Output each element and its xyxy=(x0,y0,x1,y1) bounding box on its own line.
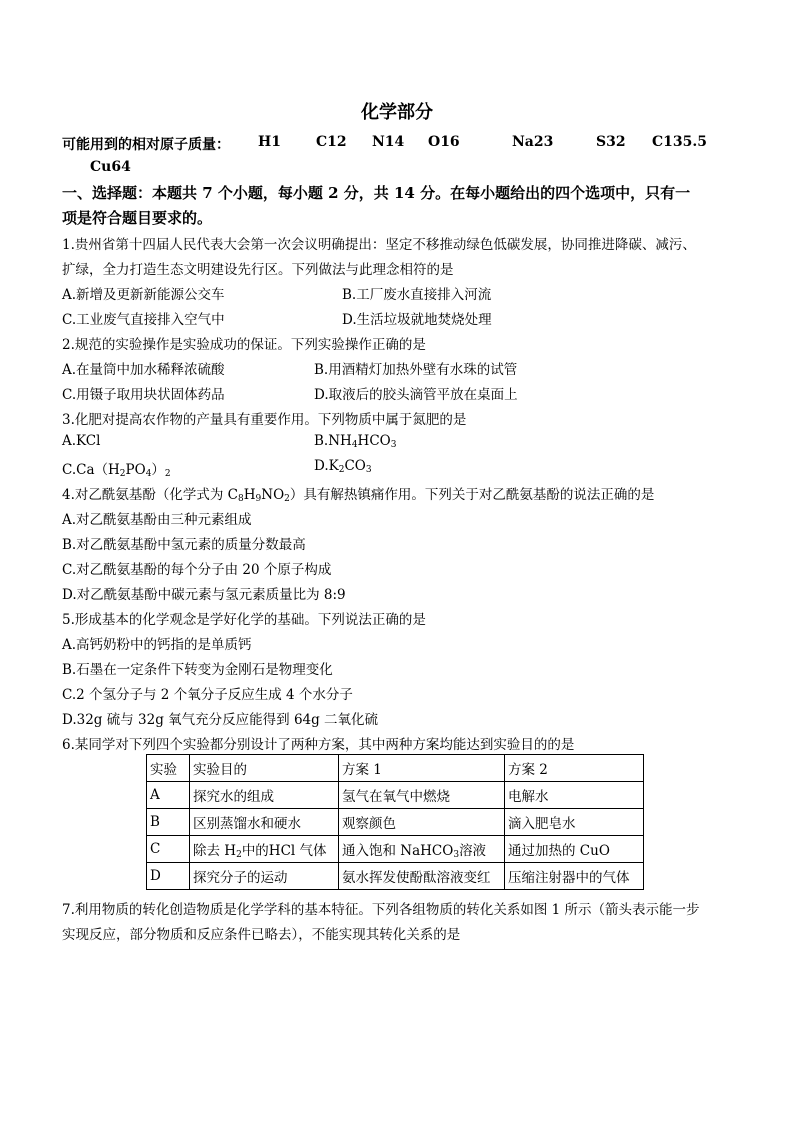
atomic-mass-label: 可能用到的相对原子质量： xyxy=(62,137,230,153)
q4-option-d: D.对乙酰氨基酚中碳元素与氢元素质量比为 8:9 xyxy=(62,587,346,603)
table-header-cell: 方案 2 xyxy=(505,755,644,782)
q7-stem-line1: 7.利用物质的转化创造物质是化学学科的基本特征。下列各组物质的转化关系如图 1 所示（箭头表示能一步 xyxy=(62,902,700,918)
table-cell: 压缩注射器中的气体 xyxy=(505,863,644,890)
q2-option-c: C.用镊子取用块状固体药品 xyxy=(62,387,225,403)
q4-option-c: C.对乙酰氨基酚的每个分子由 20 个原子构成 xyxy=(62,562,332,578)
table-cell: 电解水 xyxy=(505,782,644,809)
table-cell: 氢气在氧气中燃烧 xyxy=(339,782,505,809)
atomic-mass-s: S32 xyxy=(596,134,626,150)
table-row xyxy=(147,782,644,809)
table-cell: 探究水的组成 xyxy=(190,782,339,809)
q1-option-c: C.工业废气直接排入空气中 xyxy=(62,312,225,328)
q2-stem: 2.规范的实验操作是实验成功的保证。下列实验操作正确的是 xyxy=(62,337,426,353)
section-heading-line1: 一、选择题：本题共 7 个小题，每小题 2 分，共 14 分。在每小题给出的四个选项中，只有一 xyxy=(62,184,691,202)
q1-stem-line2: 扩绿，全力打造生态文明建设先行区。下列做法与此理念相符的是 xyxy=(62,262,454,278)
table-row xyxy=(147,863,644,890)
q1-option-a: A.新增及更新新能源公交车 xyxy=(62,287,225,303)
atomic-mass-o: O16 xyxy=(428,134,460,150)
q1-option-d: D.生活垃圾就地焚烧处理 xyxy=(342,312,492,328)
q5-stem: 5.形成基本的化学观念是学好化学的基础。下列说法正确的是 xyxy=(62,612,426,628)
page-title: 化学部分 xyxy=(361,102,433,123)
q5-option-c: C.2 个氢分子与 2 个氧分子反应生成 4 个水分子 xyxy=(62,687,353,703)
q4-option-b: B.对乙酰氨基酚中氢元素的质量分数最高 xyxy=(62,537,306,553)
table-header-cell: 实验目的 xyxy=(190,755,339,782)
q3-option-a: A.KCl xyxy=(62,433,101,449)
q4-option-a: A.对乙酰氨基酚由三种元素组成 xyxy=(62,512,252,528)
table-header-cell: 方案 1 xyxy=(339,755,505,782)
q1-stem-line1: 1.贵州省第十四届人民代表大会第一次会议明确提出：坚定不移推动绿色低碳发展，协同推进降碳、减污、 xyxy=(62,237,696,253)
table-cell: 氨水挥发使酚酞溶液变红 xyxy=(339,863,505,890)
atomic-mass-c: C12 xyxy=(316,134,347,150)
table-row xyxy=(147,836,644,863)
table-cell: 通入饱和 NaHCO$_3$溶液 xyxy=(339,836,505,863)
table-cell: 通过加热的 CuO xyxy=(505,836,644,863)
atomic-mass-cu: Cu64 xyxy=(90,159,131,175)
q1-option-b: B.工厂废水直接排入河流 xyxy=(342,287,492,303)
table-cell: 区别蒸馏水和硬水 xyxy=(190,809,339,836)
q3-option-c: $C.Ca(H_2PO_4)_2$ xyxy=(62,462,171,479)
atomic-mass-cl: C135.5 xyxy=(652,134,707,150)
table-cell: B xyxy=(147,809,190,836)
q6-stem: 6.某同学对下列四个实验都分别设计了两种方案，其中两种方案均能达到实验目的的是 xyxy=(62,737,575,753)
q2-option-a: A.在量筒中加水稀释浓硫酸 xyxy=(62,362,225,378)
table-row xyxy=(147,809,644,836)
atomic-mass-n: N14 xyxy=(372,134,405,150)
q6-experiment-table xyxy=(146,754,644,890)
table-cell: C xyxy=(147,836,190,863)
atomic-mass-na: Na23 xyxy=(512,134,554,150)
table-cell: 除去 $H_2$中的HCl 气体 xyxy=(190,836,339,863)
q3-option-b: $B.NH_4HCO_3$ xyxy=(314,433,397,450)
table-cell: A xyxy=(147,782,190,809)
table-cell: 探究分子的运动 xyxy=(190,863,339,890)
table-header-cell: 实验 xyxy=(147,755,190,782)
table-cell: 滴入肥皂水 xyxy=(505,809,644,836)
q3-option-d: $D.K_2CO_3$ xyxy=(314,458,372,475)
q5-option-d: D.32g 硫与 32g 氧气充分反应能得到 64g 二氧化硫 xyxy=(62,712,379,728)
table-cell: 观察颜色 xyxy=(339,809,505,836)
table-cell: D xyxy=(147,863,190,890)
q2-option-d: D.取液后的胶头滴管平放在桌面上 xyxy=(314,387,518,403)
q3-stem: 3.化肥对提高农作物的产量具有重要作用。下列物质中属于氮肥的是 xyxy=(62,412,467,428)
q7-stem-line2: 实现反应，部分物质和反应条件已略去），不能实现其转化关系的是 xyxy=(62,927,461,943)
q5-option-b: B.石墨在一定条件下转变为金刚石是物理变化 xyxy=(62,662,333,678)
q5-option-a: A.高钙奶粉中的钙指的是单质钙 xyxy=(62,637,252,653)
section-heading-line2: 项是符合题目要求的。 xyxy=(62,209,213,227)
table-header-row xyxy=(147,755,644,782)
q2-option-b: B.用酒精灯加热外壁有水珠的试管 xyxy=(314,362,518,378)
atomic-mass-h: H1 xyxy=(258,134,281,150)
q4-stem: 4.对乙酰氨基酚（化学式为 $C_8H_9NO_2$）具有解热镇痛作用。下列关于对乙酰氨基酚的说法正确的是 xyxy=(62,487,655,504)
